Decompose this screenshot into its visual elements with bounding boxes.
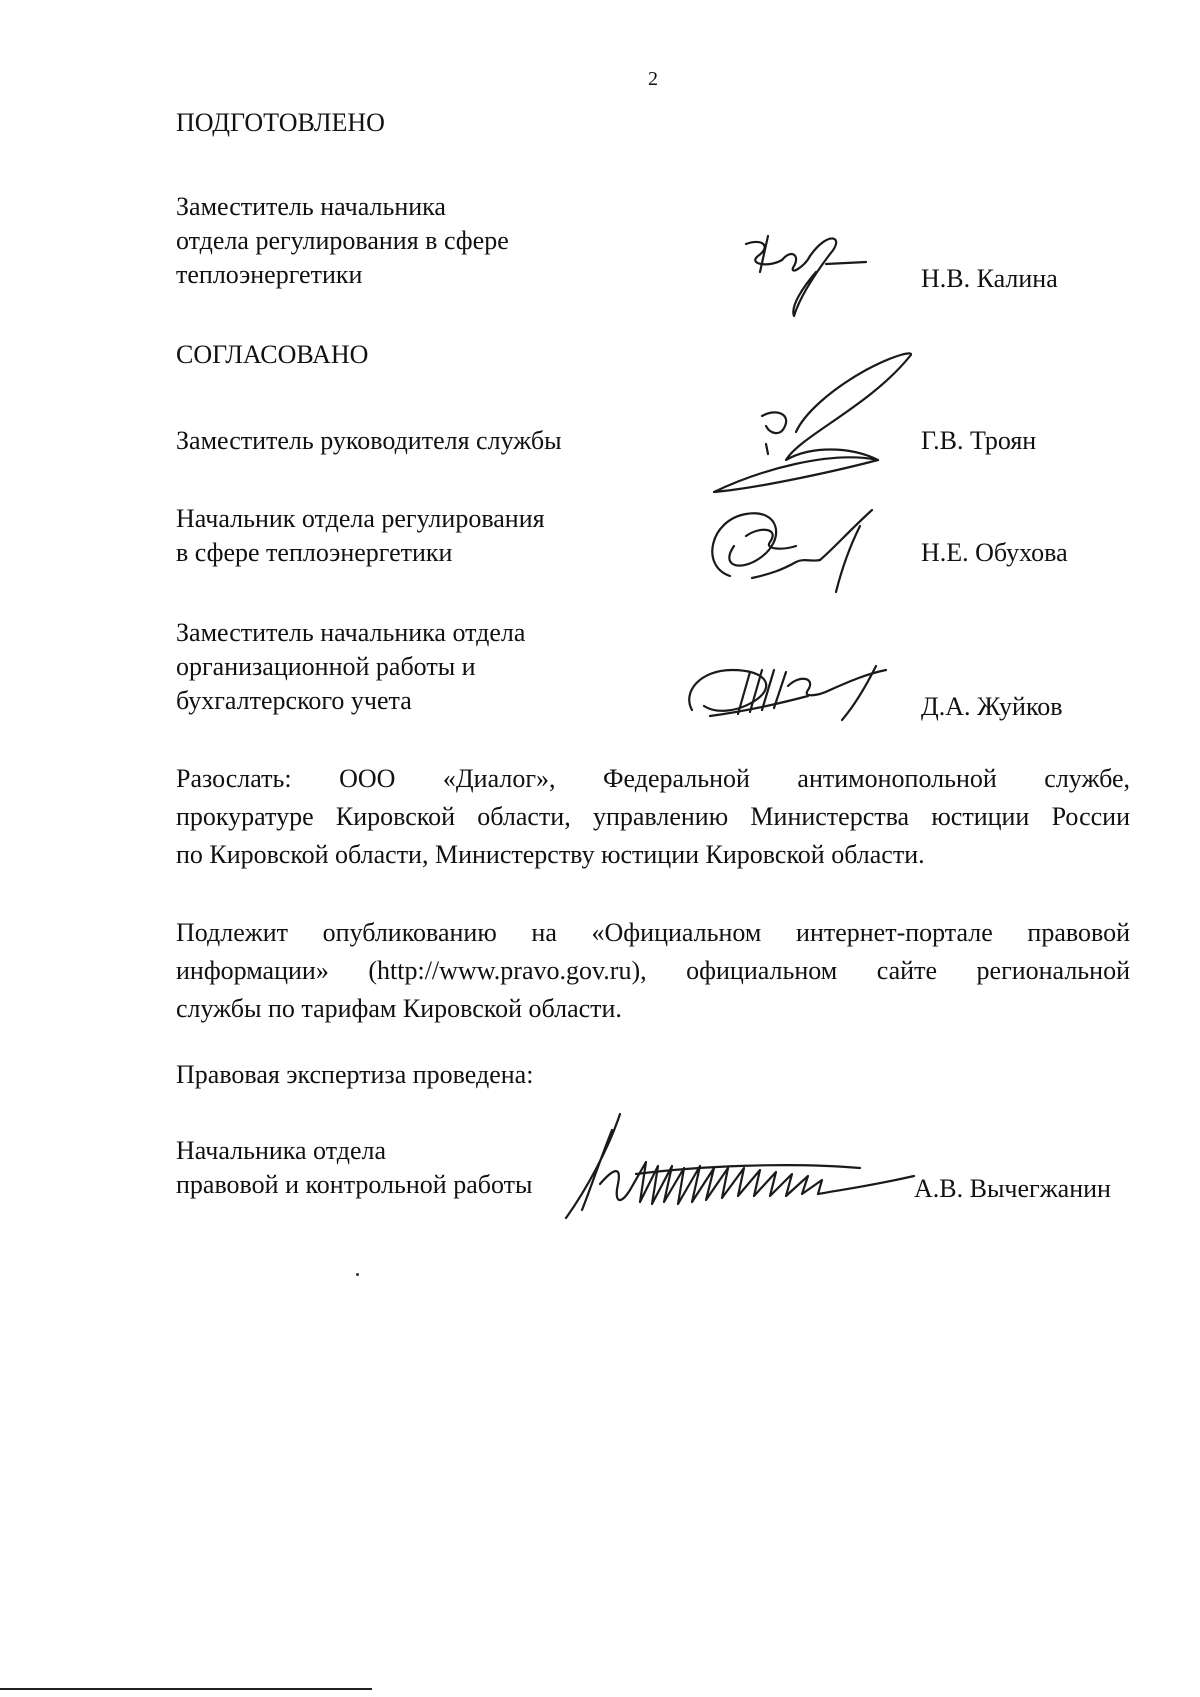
stray-mark — [356, 1273, 359, 1276]
distribution-line: по Кировской области, Министерству юстиции Кировской области. — [176, 840, 925, 869]
position-line: бухгалтерского учета — [176, 686, 412, 715]
legal-review-heading: Правовая экспертиза проведена: — [176, 1060, 534, 1089]
position-line: отдела регулирования в сфере — [176, 226, 509, 255]
page-number: 2 — [648, 68, 658, 90]
position-line: теплоэнергетики — [176, 260, 363, 289]
prepared-position — [176, 190, 509, 292]
position-line: в сфере теплоэнергетики — [176, 538, 453, 567]
position-line: правовой и контрольной работы — [176, 1170, 533, 1199]
signature-troyan — [700, 350, 920, 500]
publication-line: информации» (http://www.pravo.gov.ru), официальном сайте региональной — [176, 956, 1130, 985]
agreed-position-2 — [176, 502, 545, 570]
agreed-name-2: Н.Е. Обухова — [921, 538, 1068, 567]
signature-obukhova — [700, 506, 880, 596]
bottom-rule — [0, 1688, 372, 1690]
position-line: Начальника отдела — [176, 1136, 387, 1165]
position-line: Заместитель начальника — [176, 192, 446, 221]
position-line: Заместитель начальника отдела — [176, 618, 526, 647]
position-line: Начальник отдела регулирования — [176, 504, 545, 533]
position-line: организационной работы и — [176, 652, 476, 681]
publication-line: службы по тарифам Кировской области. — [176, 994, 622, 1023]
agreed-position-1 — [176, 424, 562, 458]
signature-vychegzhanin — [560, 1110, 920, 1220]
signature-zhuikov — [680, 656, 890, 726]
agreed-name-3: Д.А. Жуйков — [921, 692, 1063, 721]
agreed-position-3 — [176, 616, 525, 718]
prepared-heading: ПОДГОТОВЛЕНО — [176, 108, 385, 137]
distribution-line: прокуратуре Кировской области, управлению Министерства юстиции России — [176, 802, 1130, 831]
signature-kalina — [738, 232, 878, 322]
publication-line: Подлежит опубликованию на «Официальном интернет-портале правовой — [176, 918, 1130, 947]
legal-review-position — [176, 1134, 532, 1202]
agreed-heading: СОГЛАСОВАНО — [176, 340, 369, 369]
distribution-line: Разослать: ООО «Диалог», Федеральной антимонопольной службе, — [176, 764, 1130, 793]
agreed-name-1: Г.В. Троян — [921, 426, 1037, 455]
distribution-list — [176, 762, 1130, 872]
position-line: Заместитель руководителя службы — [176, 426, 562, 455]
prepared-name: Н.В. Калина — [921, 264, 1058, 293]
legal-review-name: А.В. Вычегжанин — [914, 1174, 1111, 1203]
publication-note — [176, 916, 1130, 1026]
